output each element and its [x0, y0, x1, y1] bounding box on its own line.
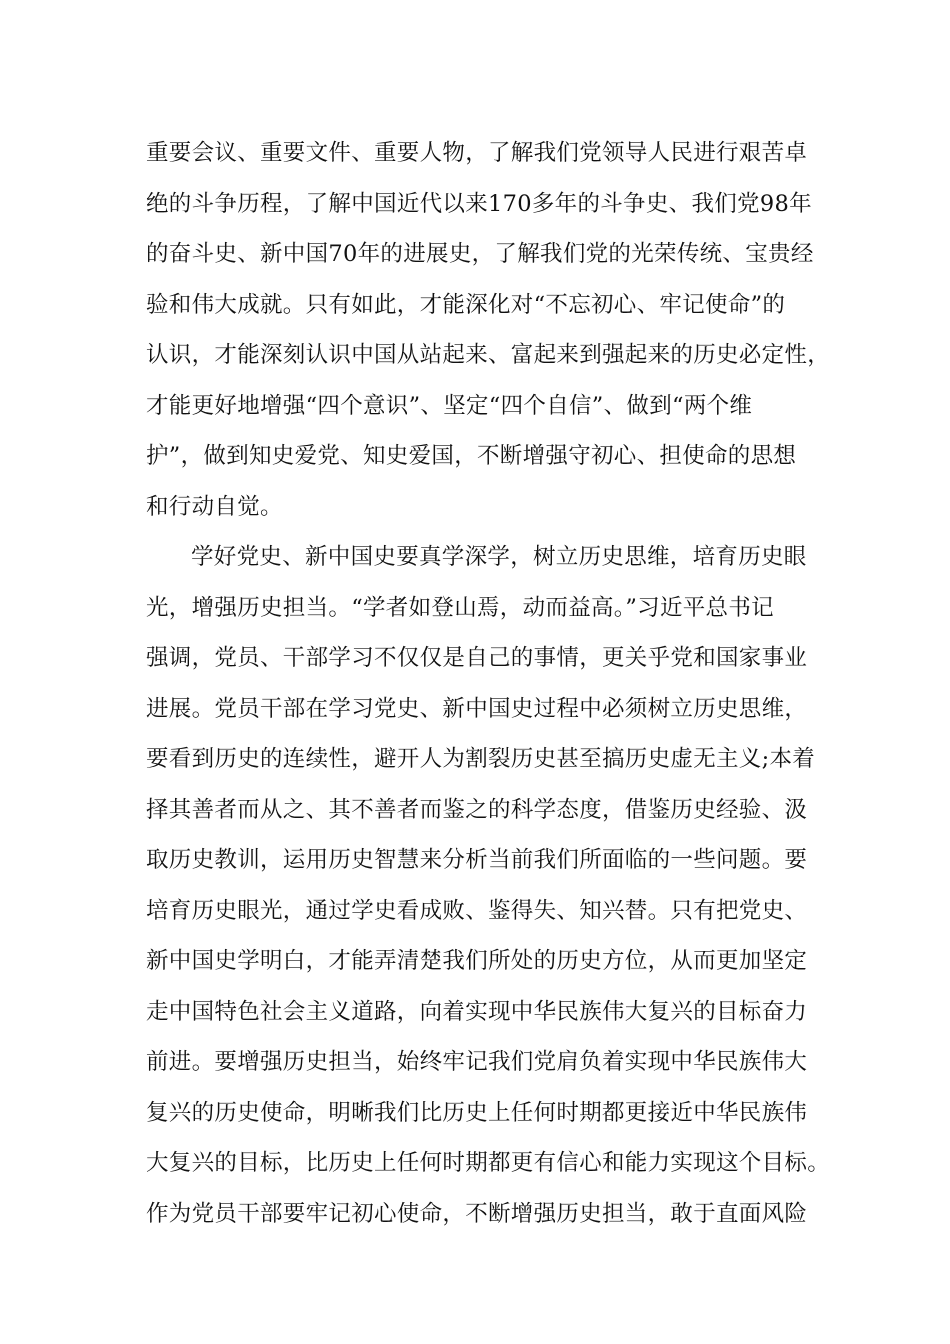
text-line: 取历史教训，运用历史智慧来分析当前我们所面临的一些问题。要 — [146, 847, 808, 873]
text-line: 光，增强历史担当。“学者如登山焉，动而益高。”习近平总书记 — [146, 594, 774, 621]
text-line: 绝的斗争历程，了解中国近代以来170多年的斗争史、我们党98年 — [146, 190, 812, 217]
text-line: 走中国特色社会主义道路，向着实现中华民族伟大复兴的目标奋力 — [146, 998, 808, 1025]
text-line: 新中国史学明白，才能弄清楚我们所处的历史方位，从而更加坚定 — [146, 948, 808, 974]
text-line: 复兴的历史使命，明晰我们比历史上任何时期都更接近中华民族伟 — [146, 1099, 808, 1126]
body-text — [146, 128, 831, 1239]
text-line: 要看到历史的连续性，避开人为割裂历史甚至搞历史虚无主义;本着 — [146, 746, 816, 772]
text-line: 进展。党员干部在学习党史、新中国史过程中必须树立历史思维， — [146, 695, 808, 722]
text-line: 认识，才能深刻认识中国从站起来、富起来到强起来的历史必定性， — [146, 342, 831, 368]
text-line: 才能更好地增强“四个意识”、坚定“四个自信”、做到“两个维 — [146, 392, 753, 419]
text-line: 作为党员干部要牢记初心使命，不断增强历史担当，敢于直面风险 — [146, 1200, 808, 1227]
text-line: 验和伟大成就。只有如此，才能深化对“不忘初心、牢记使命”的 — [146, 291, 786, 318]
text-line: 护”，做到知史爱党、知史爱国，不断增强守初心、担使命的思想 — [146, 443, 797, 469]
text-line: 前进。要增强历史担当，始终牢记我们党肩负着实现中华民族伟大 — [146, 1049, 808, 1075]
text-line: 培育历史眼光，通过学史看成败、鉴得失、知兴替。只有把党史、 — [146, 897, 808, 924]
text-line: 和行动自觉。 — [146, 493, 283, 520]
text-line: 强调，党员、干部学习不仅仅是自己的事情，更关乎党和国家事业 — [146, 645, 808, 671]
paragraph-first-line: 学好党史、新中国史要真学深学，树立历史思维，培育历史眼 — [191, 544, 807, 570]
text-line: 的奋斗史、新中国70年的进展史，了解我们党的光荣传统、宝贵经 — [146, 241, 814, 267]
text-line: 大复兴的目标，比历史上任何时期都更有信心和能力实现这个目标。 — [146, 1150, 831, 1176]
text-line: 重要会议、重要文件、重要人物，了解我们党领导人民进行艰苦卓 — [146, 140, 808, 166]
text-line: 择其善者而从之、其不善者而鉴之的科学态度，借鉴历史经验、汲 — [146, 796, 808, 823]
